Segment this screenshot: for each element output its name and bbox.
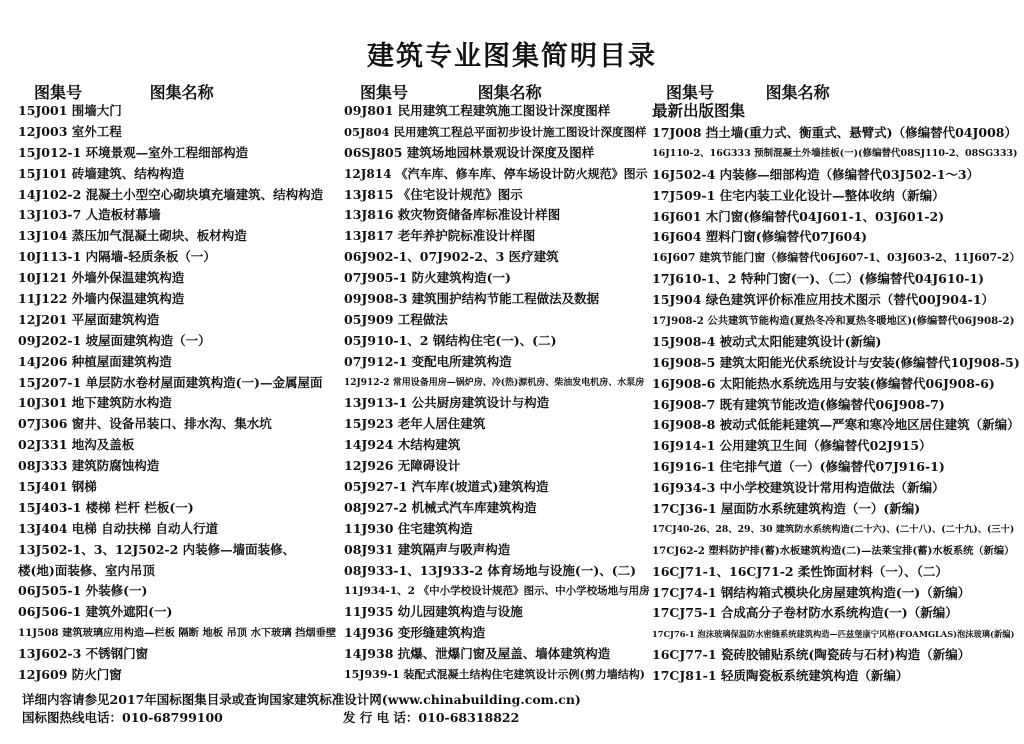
footer-note: 详细内容请参见2017年国标图集目录或查询国家建筑标准设计网(www.chinabuilding.com.cn) <box>22 692 581 707</box>
catalog-entry: 楼(地)面装修、室内吊顶 <box>18 562 155 578</box>
catalog-entry: 12J003 室外工程 <box>18 123 122 139</box>
catalog-entry: 02J331 地沟及盖板 <box>18 437 135 453</box>
catalog-entry: 13J103-7 人造板材幕墙 <box>18 207 161 223</box>
catalog-entry: 07J306 窗井、设备吊装口、排水沟、集水坑 <box>18 416 272 432</box>
catalog-entry: 16J607 建筑节能门窗（修编替代06J607-1、03J603-2、11J607-2） <box>652 251 1021 265</box>
catalog-entry: 05J804 民用建筑工程总平面初步设计施工图设计深度图样 <box>344 124 647 139</box>
catalog-entry: 09J908-3 建筑围护结构节能工程做法及数据 <box>344 291 600 307</box>
column-header <box>344 80 650 100</box>
catalog-column-2 <box>344 80 650 686</box>
catalog-entry: 15J923 老年人居住建筑 <box>344 416 486 432</box>
header-atlas-number: 图集号 <box>34 83 83 102</box>
header-atlas-number: 图集号 <box>360 83 409 102</box>
catalog-entry: 13J502-1、3、12J502-2 内装修—墙面装修、 <box>18 541 296 557</box>
issue-phone: 发 行 电 话：010-68318822 <box>342 710 520 725</box>
catalog-entry: 17CJ36-1 屋面防水系统建筑构造（一）(新编) <box>652 501 921 517</box>
header-atlas-name: 图集名称 <box>477 83 542 102</box>
catalog-entry: 09J801 民用建筑工程建筑施工图设计深度图样 <box>344 103 611 118</box>
catalog-entry: 05J910-1、2 钢结构住宅(一)、(二) <box>344 332 557 348</box>
footer-phones <box>22 708 1002 726</box>
column-header <box>652 80 1022 100</box>
catalog-entry: 11J930 住宅建筑构造 <box>344 520 473 536</box>
catalog-entry: 17CJ75-1 合成高分子卷材防水系统构造(一)（新编） <box>652 605 958 621</box>
catalog-entry: 13J913-1 公共厨房建筑设计与构造 <box>344 395 550 411</box>
catalog-entry: 05J909 工程做法 <box>344 311 448 327</box>
hotline-phone: 国标图热线电话：010-68799100 <box>22 710 223 725</box>
catalog-column-1 <box>18 80 338 686</box>
catalog-entry: 17CJ76-1 泡沫玻璃保温防水密缝系统建筑构造—匹兹堡康宁风格(FOAMGLAS)泡沫玻璃(新编) <box>652 629 1015 640</box>
catalog-entry: 14J102-2 混凝土小型空心砌块填充墙建筑、结构构造 <box>18 186 324 202</box>
catalog-entry: 13J104 蒸压加气混凝土砌块、板材构造 <box>18 228 247 244</box>
catalog-entry: 10J121 外墙外保温建筑构造 <box>18 270 185 286</box>
catalog-entry: 13J602-3 不锈钢门窗 <box>18 646 149 662</box>
catalog-entry: 15J908-4 被动式太阳能建筑设计(新编) <box>652 333 882 349</box>
catalog-entry: 15J001 围墙大门 <box>18 103 122 118</box>
catalog-entry: 12J609 防火门窗 <box>18 667 122 683</box>
catalog-entry: 08J927-2 机械式汽车库建筑构造 <box>344 499 537 515</box>
catalog-entry: 16J908-7 既有建筑节能改造(修编替代06J908-7) <box>652 396 945 412</box>
catalog-list <box>652 123 1022 687</box>
header-atlas-number: 图集号 <box>666 83 715 102</box>
catalog-entry: 15J403-1 楼梯 栏杆 栏板(一) <box>18 499 194 515</box>
catalog-entry: 15J904 绿色建筑评价标准应用技术图示（替代00J904-1） <box>652 292 995 308</box>
catalog-list <box>344 101 650 686</box>
catalog-entry: 14J206 种植屋面建筑构造 <box>18 353 172 369</box>
column-header <box>18 80 338 100</box>
catalog-entry: 12J201 平屋面建筑构造 <box>18 311 160 327</box>
catalog-entry: 08J333 建筑防腐蚀构造 <box>18 458 160 474</box>
catalog-entry: 12J814 《汽车库、修车库、停车场设计防火规范》图示 <box>344 166 648 181</box>
catalog-entry: 16CJ77-1 瓷砖胶铺贴系统(陶瓷砖与石材)构造（新编） <box>652 647 971 663</box>
catalog-entry: 17J008 挡土墙(重力式、衡重式、悬臂式)（修编替代04J008） <box>652 125 1017 140</box>
catalog-entry: 06J505-1 外装修(一) <box>18 583 148 599</box>
catalog-entry: 10J301 地下建筑防水构造 <box>18 395 172 411</box>
catalog-entry: 15J401 钢梯 <box>18 479 97 495</box>
catalog-entry: 11J122 外墙内保温建筑构造 <box>18 291 185 307</box>
catalog-entry: 14J924 木结构建筑 <box>344 437 461 453</box>
catalog-entry: 06J902-1、07J902-2、3 医疗建筑 <box>344 249 559 265</box>
catalog-entry: 15J207-1 单层防水卷材屋面建筑构造(一)—金属屋面 <box>18 374 323 390</box>
catalog-entry: 16J908-6 太阳能热水系统选用与安装(修编替代06J908-6) <box>652 375 995 391</box>
catalog-entry: 16J908-5 建筑太阳能光伏系统设计与安装(修编替代10J908-5) <box>652 354 1020 370</box>
catalog-entry: 17CJ40-26、28、29、30 建筑防水系统构造(二十六)、(二十八)、(二十九)、(三十) <box>652 523 1015 535</box>
catalog-entry: 16J502-4 内装修—细部构造（修编替代03J502-1～3） <box>652 166 980 182</box>
catalog-column-3 <box>652 80 1022 687</box>
catalog-entry: 16CJ71-1、16CJ71-2 柔性饰面材料（一）、（二） <box>652 563 948 579</box>
catalog-entry: 09J202-1 坡屋面建筑构造（一） <box>18 332 211 348</box>
catalog-entry: 11J935 幼儿园建筑构造与设施 <box>344 604 523 620</box>
catalog-entry: 15J101 砖墙建筑、结构构造 <box>18 165 185 181</box>
header-atlas-name: 图集名称 <box>149 83 214 102</box>
header-atlas-name: 图集名称 <box>765 83 830 102</box>
catalog-entry: 08J933-1、13J933-2 体育场地与设施(一)、(二) <box>344 562 637 578</box>
catalog-entry: 17CJ62-2 塑料防护排(蓄)水板建筑构造(二)—法莱宝排(蓄)水板系统（新编） <box>652 544 1015 557</box>
catalog-entry: 16J601 木门窗(修编替代04J601-1、03J601-2) <box>652 208 945 224</box>
catalog-entry: 14J936 变形缝建筑构造 <box>344 625 486 641</box>
catalog-entry: 07J905-1 防火建筑构造(一) <box>344 270 511 286</box>
catalog-entry: 17CJ74-1 钢结构箱式模块化房屋建筑构造(一)（新编） <box>652 584 971 600</box>
catalog-entry: 05J927-1 汽车库(坡道式)建筑构造 <box>344 479 549 495</box>
catalog-entry: 15J939-1 装配式混凝土结构住宅建筑设计示例(剪力墙结构) <box>344 668 645 682</box>
catalog-entry: 12J926 无障碍设计 <box>344 458 461 474</box>
page-title: 建筑专业图集简明目录 <box>367 41 657 72</box>
latest-publications-heading: 最新出版图集 <box>652 102 746 120</box>
catalog-entry: 17J610-1、2 特种门窗(一)、（二）(修编替代04J610-1) <box>652 271 985 287</box>
catalog-entry: 13J816 救灾物资储备库标准设计样图 <box>344 207 561 223</box>
catalog-entry: 11J508 建筑玻璃应用构造—栏板 隔断 地板 吊顶 水下玻璃 挡烟垂壁 <box>18 627 337 640</box>
catalog-entry: 17J509-1 住宅内装工业化设计—整体收纳（新编） <box>652 187 945 203</box>
catalog-entry: 15J012-1 环境景观—室外工程细部构造 <box>18 144 249 160</box>
catalog-entry: 10J113-1 内隔墙-轻质条板（一） <box>18 249 216 265</box>
catalog-entry: 13J404 电梯 自动扶梯 自动人行道 <box>18 520 218 536</box>
catalog-entry: 06J506-1 建筑外遮阳(一) <box>18 604 173 620</box>
catalog-entry: 16J916-1 住宅排气道（一）(修编替代07J916-1) <box>652 459 945 475</box>
catalog-entry: 13J815 《住宅设计规范》图示 <box>344 186 523 202</box>
catalog-entry: 13J817 老年养护院标准设计样图 <box>344 228 536 244</box>
catalog-entry: 07J912-1 变配电所建筑构造 <box>344 353 512 369</box>
catalog-entry: 16J110-2、16G333 预制混凝土外墙挂板(一)(修编替代08SJ110-2、08SG333) <box>652 147 1018 159</box>
catalog-entry: 16J604 塑料门窗(修编替代07J604) <box>652 229 867 245</box>
catalog-list <box>18 101 338 686</box>
catalog-entry: 12J912-2 常用设备用房—锅炉房、冷(热)源机房、柴油发电机房、水泵房 <box>344 377 645 388</box>
catalog-entry: 06SJ805 建筑场地园林景观设计深度及图样 <box>344 144 595 160</box>
catalog-entry: 17CJ81-1 轻质陶瓷板系统建筑构造（新编） <box>652 668 909 684</box>
catalog-entry: 08J931 建筑隔声与吸声构造 <box>344 541 511 557</box>
catalog-entry: 17J908-2 公共建筑节能构造(夏热冬冷和夏热冬暖地区)(修编替代06J908-2) <box>652 315 1015 328</box>
catalog-entry: 16J914-1 公用建筑卫生间（修编替代02J915） <box>652 438 932 454</box>
catalog-entry: 16J934-3 中小学校建筑设计常用构造做法（新编） <box>652 480 945 496</box>
catalog-entry: 11J934-1、2 《中小学校设计规范》图示、中小学校场地与用房 <box>344 585 650 598</box>
catalog-entry: 14J938 抗爆、泄爆门窗及屋盖、墙体建筑构造 <box>344 646 611 662</box>
catalog-entry: 16J908-8 被动式低能耗建筑—严寒和寒冷地区居住建筑（新编） <box>652 417 1020 433</box>
